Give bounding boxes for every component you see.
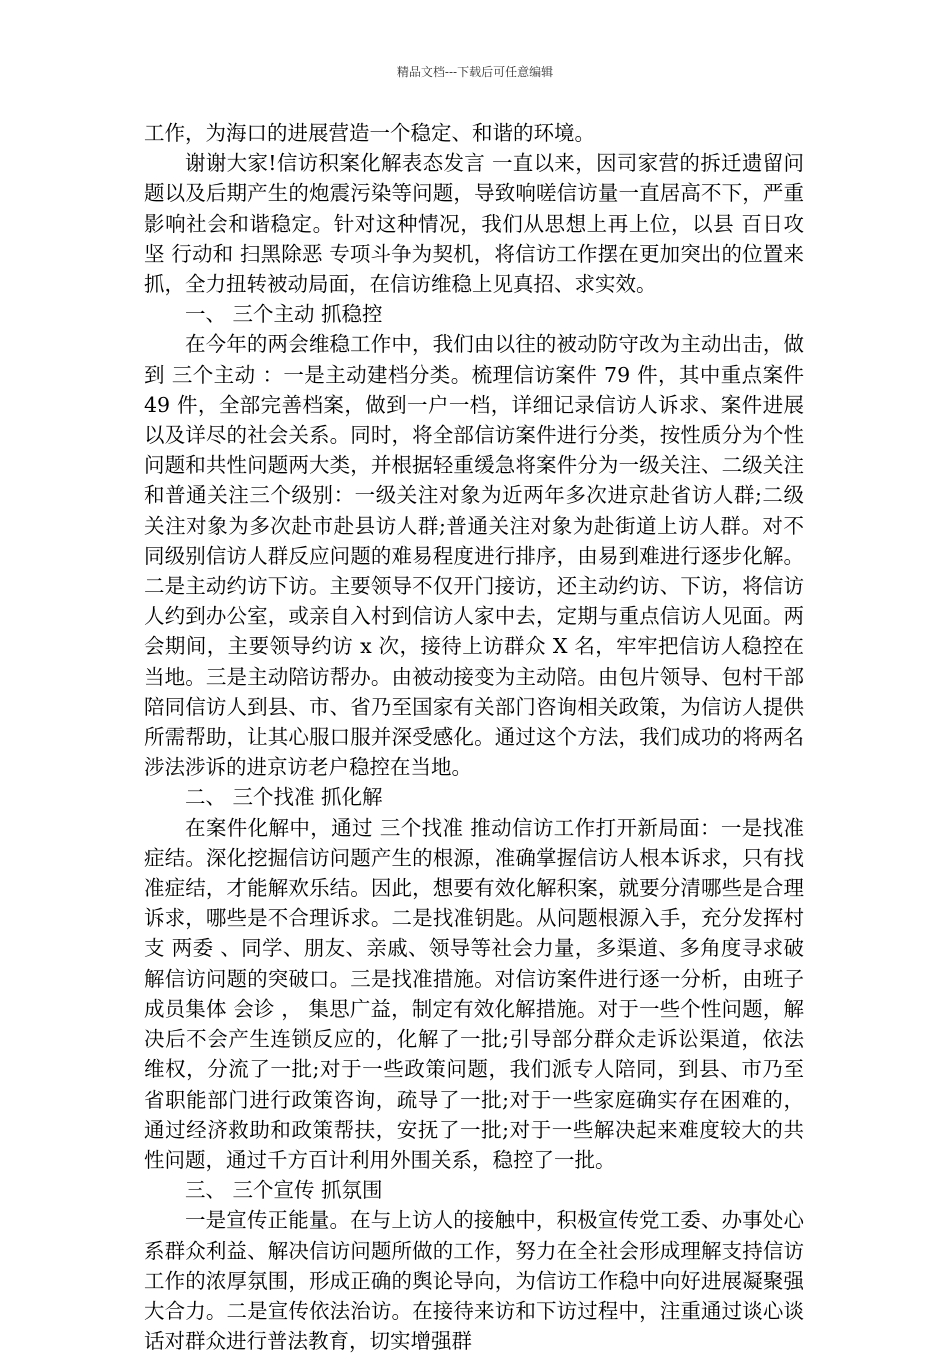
- section-heading-2: 二、 三个找准 抓化解: [185, 785, 383, 810]
- paragraph-section-1: 在今年的两会维稳工作中，我们由以往的被动防守改为主动出击，做到 三个主动 ：一是主动建档分类。梳理信访案件 79 件，其中重点案件 49 件，全部完善档案，做到一户一档，详细记录信访人诉求、案件进展以及详尽的社会关系。同时，将全部信访案件进行分类，按性质分为个性问题和共性问题两大类，并根据轻重缓急将案件分为一级关注、二级关注和普通关注三个级别：一级关注对象为近两年多次进京赴省访人群;二级关注对象为多次赴市赴县访人群;普通关注对象为赴街道上访人群。对不同级别信访人群反应问题的难易程度进行排序，由易到难进行逐步化解。二是主动约访下访。主要领导不仅开门接访，还主动约访、下访，将信访人约到办公室，或亲自入村到信访人家中去，定期与重点信访人见面。两会期间，主要领导约访 x 次，接待上访群众 X 名，牢牢把信访人稳控在当地。三是主动陪访帮办。由被动接变为主动陪。由包片领导、包村干部陪同信访人到县、市、省乃至国家有关部门咨询相关政策，为信访人提供所需帮助，让其心服口服并深受感化。通过这个方法，我们成功的将两名涉法涉诉的进京访老户稳控在当地。: [144, 332, 804, 780]
- paragraph-continuation: 工作，为海口的进展营造一个稳定、和谐的环境。: [144, 121, 595, 145]
- paragraph-section-3: 一是宣传正能量。在与上访人的接触中，积极宣传党工委、办事处心系群众利益、解决信访问题所做的工作，努力在全社会形成理解支持信访工作的浓厚氛围，形成正确的舆论导向，为信访工作稳中向好进展凝聚强大合力。二是宣传依法治访。在接待来访和下访过程中，注重通过谈心谈话对群众进行普法教育，切实增强群: [144, 1208, 804, 1354]
- paragraph-section-2: 在案件化解中，通过 三个找准 推动信访工作打开新局面：一是找准症结。深化挖掘信访问题产生的根源，准确掌握信访人根本诉求，只有找准症结，才能解欢乐结。因此，想要有效化解积案，就要分清哪些是合理诉求，哪些是不合理诉求。二是找准钥匙。从问题根源入手，充分发挥村支 两委 、同学、朋友、亲戚、领导等社会力量，多渠道、多角度寻求破解信访问题的突破口。三是找准措施。对信访案件进行逐一分析，由班子成员集体 会诊 ， 集思广益，制定有效化解措施。对于一些个性问题，解决后不会产生连锁反应的，化解了一批;引导部分群众走诉讼渠道，依法维权，分流了一批;对于一些政策问题，我们派专人陪同，到县、市乃至省职能部门进行政策咨询，疏导了一批;对于一些家庭确实存在困难的，通过经济救助和政策帮扶，安抚了一批;对于一些解决起来难度较大的共性问题，通过千方百计利用外围关系，稳控了一批。: [144, 815, 804, 1172]
- section-heading-3: 三、 三个宣传 抓氛围: [185, 1178, 383, 1203]
- paragraph-intro: 谢谢大家!信访积案化解表态发言 一直以来，因司家营的拆迁遗留问题以及后期产生的炮震污染等问题，导致响嗟信访量一直居高不下，严重影响社会和谐稳定。针对这种情况，我们从思想上再上位，以县 百日攻坚 行动和 扫黑除恶 专项斗争为契机，将信访工作摆在更加突出的位置来抓，全力扭转被动局面，在信访维稳上见真招、求实效。: [144, 151, 804, 297]
- page-header: 精品文档---下载后可任意编辑: [396, 65, 554, 79]
- document-body: [144, 118, 804, 1356]
- section-heading-1: 一、 三个主动 抓稳控: [185, 302, 383, 327]
